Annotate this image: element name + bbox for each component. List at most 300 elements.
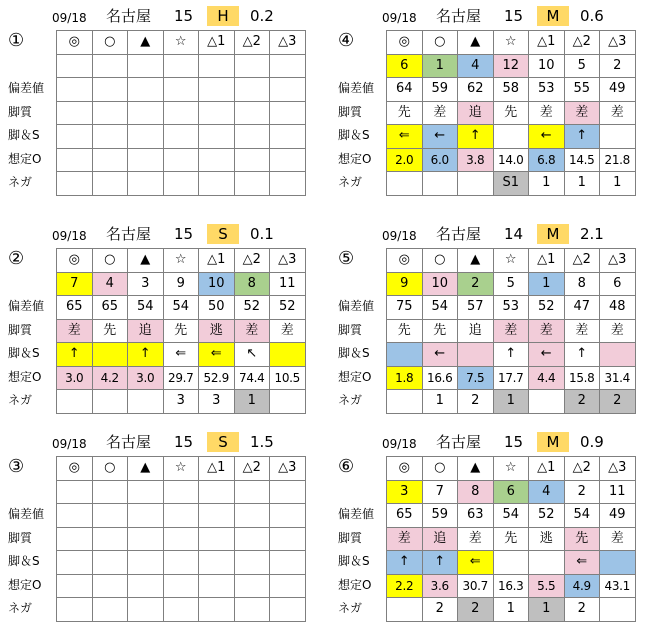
race-venue: 名古屋 — [436, 7, 482, 25]
mark-header-cell: ☆ — [493, 457, 529, 481]
row-label: 脚＆S — [8, 346, 40, 360]
negative-cell: 2 — [422, 598, 458, 622]
mark-header-cell: △2 — [234, 31, 270, 55]
horse-number-cell — [92, 480, 128, 504]
running-style-cell: 差 — [458, 527, 494, 551]
deviation-row — [387, 504, 636, 528]
horse-number-cell: 1 — [529, 272, 565, 296]
mark-header-cell: ○ — [92, 249, 128, 273]
style-and-s-cell: ↑ — [493, 343, 529, 367]
deviation-cell: 75 — [387, 296, 423, 320]
mark-header-cell: ▲ — [128, 31, 164, 55]
style-and-s-cell: ↖ — [234, 343, 270, 367]
prediction-grid — [56, 456, 306, 622]
race-value: 2.1 — [580, 225, 604, 243]
horse-number-cell — [92, 54, 128, 78]
mark-header-cell: △1 — [199, 31, 235, 55]
expected-odds-cell: 6.0 — [422, 148, 458, 172]
horse-number-row — [57, 272, 306, 296]
deviation-cell — [128, 78, 164, 102]
horse-number-cell: 11 — [600, 480, 636, 504]
mark-header-cell: ☆ — [163, 31, 199, 55]
race-block-4 — [338, 4, 660, 204]
negative-cell — [128, 598, 164, 622]
race-grade-badge: H — [207, 6, 239, 26]
row-label: 脚＆S — [8, 554, 40, 568]
deviation-cell — [270, 504, 306, 528]
expected-odds-cell — [270, 574, 306, 598]
mark-header-cell: △3 — [270, 31, 306, 55]
race-date: 09/18 — [52, 11, 87, 25]
deviation-cell: 48 — [600, 296, 636, 320]
deviation-cell: 54 — [422, 296, 458, 320]
prediction-grid — [386, 456, 636, 622]
row-label: 想定O — [338, 369, 372, 384]
style-and-s-cell: ← — [422, 125, 458, 149]
race-grade-badge: S — [207, 224, 239, 244]
style-and-s-cell: ⇐ — [199, 343, 235, 367]
race-number: ③ — [8, 456, 25, 477]
style-and-s-cell: ↑ — [564, 125, 600, 149]
style-and-s-cell: ↑ — [128, 343, 164, 367]
running-style-cell: 差 — [600, 101, 636, 125]
style-and-s-cell — [387, 343, 423, 367]
negative-cell — [128, 390, 164, 414]
horse-number-cell: 7 — [57, 272, 93, 296]
row-label: 脚質 — [338, 322, 363, 337]
expected-odds-cell: 15.8 — [564, 366, 600, 390]
running-style-cell: 追 — [458, 101, 494, 125]
expected-odds-cell: 3.0 — [128, 366, 164, 390]
prediction-grid — [386, 248, 636, 414]
race-grade-badge: S — [207, 432, 239, 452]
negative-cell — [387, 390, 423, 414]
mark-header-cell: ◎ — [387, 457, 423, 481]
style-and-s-cell — [199, 551, 235, 575]
race-header — [338, 430, 658, 454]
row-label: 脚＆S — [338, 346, 370, 360]
mark-header-cell: △3 — [600, 457, 636, 481]
negative-cell: 1 — [529, 172, 565, 196]
horse-number-cell: 5 — [564, 54, 600, 78]
expected-odds-cell: 29.7 — [163, 366, 199, 390]
mark-header-cell: ◎ — [387, 31, 423, 55]
style-and-s-cell: ← — [529, 343, 565, 367]
horse-number-cell: 1 — [422, 54, 458, 78]
negative-cell — [57, 172, 93, 196]
deviation-cell — [270, 78, 306, 102]
negative-cell: S1 — [493, 172, 529, 196]
style-and-s-cell — [92, 125, 128, 149]
negative-cell: 2 — [564, 390, 600, 414]
row-label: 脚＆S — [338, 128, 370, 142]
running-style-cell — [128, 527, 164, 551]
horse-number-cell — [128, 480, 164, 504]
mark-header-cell: △2 — [564, 31, 600, 55]
style-and-s-cell — [270, 551, 306, 575]
expected-odds-cell — [128, 148, 164, 172]
negative-cell: 1 — [422, 390, 458, 414]
negative-row — [387, 172, 636, 196]
row-label: ネガ — [338, 393, 363, 407]
expected-odds-row — [387, 574, 636, 598]
row-label: 脚＆S — [338, 554, 370, 568]
style-and-s-cell: ← — [529, 125, 565, 149]
mark-header-cell: △2 — [564, 457, 600, 481]
running-style-cell: 差 — [600, 319, 636, 343]
running-style-cell — [270, 527, 306, 551]
negative-cell — [387, 598, 423, 622]
row-labels — [8, 77, 44, 195]
style-and-s-cell — [600, 551, 636, 575]
horse-number-cell: 2 — [600, 54, 636, 78]
negative-cell — [458, 172, 494, 196]
row-label: 偏差値 — [338, 507, 375, 521]
row-label: 脚質 — [8, 322, 33, 337]
race-date: 09/18 — [52, 437, 87, 451]
horse-number-cell: 10 — [199, 272, 235, 296]
negative-cell — [270, 390, 306, 414]
deviation-cell: 63 — [458, 504, 494, 528]
expected-odds-cell: 16.3 — [493, 574, 529, 598]
expected-odds-cell: 16.6 — [422, 366, 458, 390]
running-style-cell: 逃 — [529, 527, 565, 551]
style-and-s-cell: ⇐ — [458, 551, 494, 575]
deviation-cell: 52 — [270, 296, 306, 320]
negative-cell — [270, 598, 306, 622]
negative-cell — [387, 172, 423, 196]
style-and-s-cell — [493, 551, 529, 575]
running-style-cell: 先 — [493, 527, 529, 551]
horse-number-cell: 10 — [422, 272, 458, 296]
race-header — [8, 222, 328, 246]
deviation-cell — [128, 504, 164, 528]
running-style-cell: 差 — [564, 319, 600, 343]
style-and-s-cell — [270, 343, 306, 367]
running-style-cell — [128, 101, 164, 125]
row-label: 脚質 — [8, 530, 33, 545]
runner-count: 15 — [174, 433, 194, 451]
style-and-s-cell — [57, 125, 93, 149]
negative-row — [57, 172, 306, 196]
deviation-cell — [92, 78, 128, 102]
deviation-cell — [92, 504, 128, 528]
expected-odds-cell — [199, 148, 235, 172]
running-style-cell: 追 — [458, 319, 494, 343]
horse-number-cell: 9 — [163, 272, 199, 296]
mark-header-cell: △1 — [529, 457, 565, 481]
horse-number-row — [387, 272, 636, 296]
horse-number-cell: 3 — [128, 272, 164, 296]
running-style-cell — [92, 101, 128, 125]
horse-number-cell: 6 — [387, 54, 423, 78]
deviation-cell — [163, 78, 199, 102]
style-and-s-cell: ⇐ — [564, 551, 600, 575]
expected-odds-cell — [163, 148, 199, 172]
deviation-row — [57, 296, 306, 320]
running-style-cell: 追 — [128, 319, 164, 343]
horse-number-cell: 4 — [92, 272, 128, 296]
deviation-cell — [163, 504, 199, 528]
horse-number-cell — [128, 54, 164, 78]
mark-header-row — [57, 31, 306, 55]
negative-cell: 3 — [163, 390, 199, 414]
running-style-cell — [57, 527, 93, 551]
race-number: ④ — [338, 30, 355, 51]
mark-header-cell: ☆ — [493, 31, 529, 55]
deviation-cell: 59 — [422, 504, 458, 528]
race-grade-badge: M — [537, 6, 569, 26]
horse-number-cell — [199, 480, 235, 504]
runner-count: 15 — [174, 7, 194, 25]
style-and-s-cell — [128, 551, 164, 575]
running-style-cell: 差 — [270, 319, 306, 343]
negative-cell — [234, 172, 270, 196]
running-style-cell: 追 — [422, 527, 458, 551]
running-style-cell: 先 — [493, 101, 529, 125]
running-style-cell: 差 — [529, 101, 565, 125]
expected-odds-cell: 14.0 — [493, 148, 529, 172]
expected-odds-row — [387, 366, 636, 390]
style-and-s-cell: ← — [422, 343, 458, 367]
style-and-s-row — [387, 125, 636, 149]
expected-odds-cell: 5.5 — [529, 574, 565, 598]
style-and-s-cell — [92, 343, 128, 367]
race-number: ⑥ — [338, 456, 355, 477]
style-and-s-cell — [234, 125, 270, 149]
expected-odds-cell: 6.8 — [529, 148, 565, 172]
negative-cell — [163, 598, 199, 622]
horse-number-cell: 4 — [458, 54, 494, 78]
style-and-s-cell — [600, 343, 636, 367]
runner-count: 15 — [504, 7, 524, 25]
race-venue: 名古屋 — [106, 433, 152, 451]
running-style-cell: 差 — [600, 527, 636, 551]
expected-odds-cell — [199, 574, 235, 598]
race-value: 0.9 — [580, 433, 604, 451]
running-style-cell: 逃 — [199, 319, 235, 343]
running-style-cell — [57, 101, 93, 125]
row-label: ネガ — [8, 393, 33, 407]
style-and-s-cell — [57, 551, 93, 575]
row-label: 脚＆S — [8, 128, 40, 142]
running-style-cell: 差 — [234, 319, 270, 343]
expected-odds-cell: 7.5 — [458, 366, 494, 390]
row-label: ネガ — [8, 175, 33, 189]
deviation-cell: 52 — [529, 296, 565, 320]
negative-cell: 1 — [564, 172, 600, 196]
horse-number-cell: 9 — [387, 272, 423, 296]
deviation-cell: 64 — [387, 78, 423, 102]
row-label: 偏差値 — [338, 299, 375, 313]
running-style-cell: 先 — [387, 319, 423, 343]
mark-header-cell: ▲ — [458, 249, 494, 273]
race-block-6 — [338, 430, 660, 630]
expected-odds-cell: 4.2 — [92, 366, 128, 390]
running-style-cell — [199, 101, 235, 125]
deviation-row — [387, 296, 636, 320]
deviation-cell: 49 — [600, 504, 636, 528]
deviation-cell: 50 — [199, 296, 235, 320]
row-label: ネガ — [8, 601, 33, 615]
horse-number-cell: 3 — [387, 480, 423, 504]
expected-odds-cell — [270, 148, 306, 172]
deviation-cell: 53 — [493, 296, 529, 320]
mark-header-cell: ◎ — [57, 249, 93, 273]
row-label: ネガ — [338, 601, 363, 615]
expected-odds-cell: 43.1 — [600, 574, 636, 598]
row-label: 想定O — [8, 369, 42, 384]
race-venue: 名古屋 — [106, 7, 152, 25]
prediction-grid — [386, 30, 636, 196]
row-label: 偏差値 — [8, 299, 45, 313]
mark-header-cell: △3 — [270, 457, 306, 481]
style-and-s-cell — [199, 125, 235, 149]
expected-odds-cell: 14.5 — [564, 148, 600, 172]
running-style-cell — [234, 101, 270, 125]
running-style-cell — [163, 527, 199, 551]
race-value: 0.2 — [250, 7, 274, 25]
running-style-cell: 差 — [493, 319, 529, 343]
mark-header-cell: ☆ — [163, 457, 199, 481]
mark-header-cell: △1 — [529, 249, 565, 273]
mark-header-row — [387, 457, 636, 481]
negative-row — [387, 390, 636, 414]
mark-header-cell: △3 — [600, 31, 636, 55]
mark-header-cell: ☆ — [163, 249, 199, 273]
mark-header-cell: ○ — [92, 31, 128, 55]
horse-number-cell: 8 — [234, 272, 270, 296]
style-and-s-row — [387, 551, 636, 575]
mark-header-cell: △2 — [564, 249, 600, 273]
mark-header-cell: △1 — [199, 457, 235, 481]
horse-number-cell: 6 — [493, 480, 529, 504]
style-and-s-cell: ↑ — [422, 551, 458, 575]
expected-odds-cell: 1.8 — [387, 366, 423, 390]
race-venue: 名古屋 — [436, 225, 482, 243]
row-label: 想定O — [8, 151, 42, 166]
running-style-cell: 先 — [163, 319, 199, 343]
race-grade-badge: M — [537, 224, 569, 244]
prediction-grid — [56, 248, 306, 414]
horse-number-cell: 2 — [564, 480, 600, 504]
horse-number-cell: 6 — [600, 272, 636, 296]
running-style-cell — [270, 101, 306, 125]
negative-cell: 1 — [234, 390, 270, 414]
expected-odds-cell: 52.9 — [199, 366, 235, 390]
expected-odds-cell: 4.9 — [564, 574, 600, 598]
negative-cell — [92, 598, 128, 622]
horse-number-cell — [57, 54, 93, 78]
style-and-s-cell — [234, 551, 270, 575]
deviation-cell: 58 — [493, 78, 529, 102]
deviation-cell — [57, 504, 93, 528]
deviation-cell: 54 — [493, 504, 529, 528]
style-and-s-cell — [92, 551, 128, 575]
row-labels — [338, 295, 374, 413]
horse-number-cell: 4 — [529, 480, 565, 504]
mark-header-row — [57, 249, 306, 273]
mark-header-cell: ▲ — [128, 457, 164, 481]
negative-cell: 2 — [458, 598, 494, 622]
running-style-cell: 先 — [387, 101, 423, 125]
negative-cell — [270, 172, 306, 196]
race-block-3 — [8, 430, 330, 630]
expected-odds-cell: 30.7 — [458, 574, 494, 598]
style-and-s-cell: ↑ — [564, 343, 600, 367]
negative-cell — [57, 598, 93, 622]
style-and-s-row — [387, 343, 636, 367]
row-label: 脚質 — [338, 104, 363, 119]
horse-number-row — [57, 54, 306, 78]
negative-cell — [92, 390, 128, 414]
style-and-s-cell — [458, 343, 494, 367]
row-labels — [8, 503, 44, 621]
running-style-cell: 差 — [564, 101, 600, 125]
expected-odds-cell: 3.8 — [458, 148, 494, 172]
row-label: ネガ — [338, 175, 363, 189]
runner-count: 15 — [504, 433, 524, 451]
horse-number-cell: 2 — [458, 272, 494, 296]
negative-cell — [529, 390, 565, 414]
running-style-cell: 差 — [422, 101, 458, 125]
mark-header-cell: ☆ — [493, 249, 529, 273]
row-labels — [338, 77, 374, 195]
row-label: 想定O — [338, 577, 372, 592]
negative-cell: 1 — [493, 598, 529, 622]
deviation-row — [387, 78, 636, 102]
style-and-s-row — [57, 551, 306, 575]
race-header — [8, 4, 328, 28]
row-labels — [8, 295, 44, 413]
expected-odds-cell: 3.0 — [57, 366, 93, 390]
deviation-cell — [199, 504, 235, 528]
deviation-cell: 53 — [529, 78, 565, 102]
negative-cell — [92, 172, 128, 196]
mark-header-cell: ▲ — [458, 31, 494, 55]
horse-number-cell — [270, 480, 306, 504]
running-style-row — [57, 101, 306, 125]
deviation-cell: 62 — [458, 78, 494, 102]
running-style-row — [57, 319, 306, 343]
negative-cell — [600, 598, 636, 622]
mark-header-cell: ◎ — [57, 31, 93, 55]
expected-odds-cell: 31.4 — [600, 366, 636, 390]
running-style-row — [57, 527, 306, 551]
negative-cell — [199, 598, 235, 622]
horse-number-cell — [234, 54, 270, 78]
mark-header-cell: ▲ — [458, 457, 494, 481]
deviation-cell: 54 — [564, 504, 600, 528]
horse-number-cell: 11 — [270, 272, 306, 296]
negative-cell: 2 — [600, 390, 636, 414]
horse-number-cell — [163, 54, 199, 78]
race-number: ⑤ — [338, 248, 355, 269]
deviation-cell — [234, 78, 270, 102]
horse-number-row — [387, 480, 636, 504]
horse-number-cell — [234, 480, 270, 504]
expected-odds-cell — [92, 148, 128, 172]
horse-number-row — [57, 480, 306, 504]
running-style-cell: 先 — [564, 527, 600, 551]
style-and-s-cell: ↑ — [57, 343, 93, 367]
mark-header-cell: △3 — [270, 249, 306, 273]
expected-odds-cell: 3.6 — [422, 574, 458, 598]
expected-odds-cell: 2.2 — [387, 574, 423, 598]
expected-odds-row — [57, 148, 306, 172]
mark-header-cell: ○ — [422, 31, 458, 55]
horse-number-cell: 8 — [564, 272, 600, 296]
